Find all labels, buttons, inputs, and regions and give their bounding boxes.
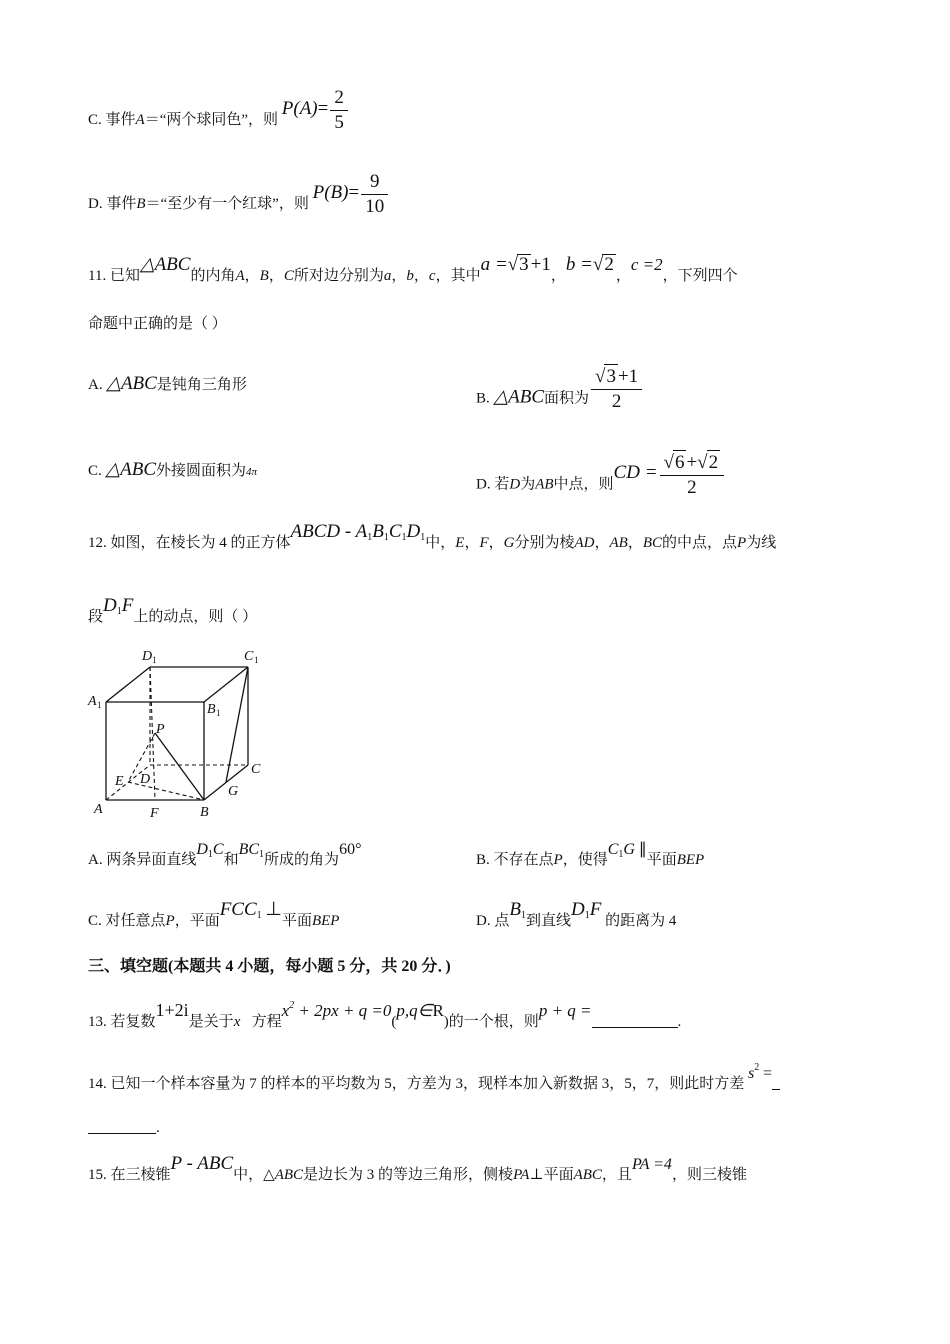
q10-d-fraction: $\frac{9}{10}$ (361, 170, 388, 219)
label-g: G (228, 784, 239, 799)
q11-b-fraction: $\frac{√3 +1}{2}$ (591, 364, 642, 414)
q12-segment: $D_1F$ (103, 595, 134, 617)
q10-d-lhs: P(B) (312, 181, 349, 203)
q14-answer-blank[interactable] (88, 1119, 156, 1134)
label-c: C (251, 762, 261, 777)
q11-option-c: C. △ABC外接圆面积为4π (88, 459, 258, 480)
q12-option-a: A. 两条异面直线$D_1C$和$BC_1$所成的角为60° (88, 841, 362, 868)
q12-cube-name: ABCD - $A_1B_1C_1D_1$ (290, 521, 426, 543)
q12-stem-line2: 段$D_1F$上的动点，则（ ） (88, 595, 258, 625)
q10-c-lhs: P(A) (281, 97, 318, 119)
q11-stem-line2: 命题中正确的是（ ） (88, 316, 227, 332)
label-f: F (150, 806, 159, 821)
q11-stem: 11. 已知△ABC的内角A，B，C所对边分别为a，b，c，其中a =√3 +1，b =√2，c =2，下列四个 (88, 254, 738, 284)
label-a: A (94, 802, 103, 817)
q10-option-d: D. 事件B＝“至少有一个红球”，则 P(B)= $\frac{9}{10}$ (88, 180, 390, 229)
q11-option-b: B. △ABC面积为 $\frac{√3 +1}{2}$ (476, 374, 644, 424)
label-c1: C (244, 649, 254, 664)
q12-stem: 12. 如图，在棱长为 4 的正方体ABCD - $A_1B_1C_1D_1$中，E，F，G分别为棱AD，AB，BC的中点，点P为线 (88, 521, 777, 551)
q11-option-d: D. 若D为AB中点，则CD = $\frac{√6 +√2}{2}$ (476, 460, 726, 510)
label-a1: A (88, 694, 97, 709)
cube-figure (84, 645, 274, 823)
label-d: D (140, 772, 151, 787)
q15-stem: 15. 在三棱锥P - ABC中，△ABC是边长为 3 的等边三角形，侧棱PA⊥平面ABC，且PA =4，则三棱锥 (88, 1153, 747, 1183)
svg-text:1: 1 (152, 655, 157, 665)
svg-text:1: 1 (254, 655, 259, 665)
edge-bc (204, 765, 248, 800)
q11-triangle: △ABC (139, 254, 191, 275)
edge-b1c1 (204, 667, 248, 702)
label-d1: D (142, 649, 153, 664)
q14-answer-line: . (88, 1118, 160, 1138)
q12-option-d: D. 点$B_1$到直线$D_1F$ 的距离为 4 (476, 899, 677, 929)
q11-b-value: b =√2 (565, 254, 614, 275)
section-3-heading: 三、填空题(本题共 4 小题，每小题 5 分，共 20 分．) (88, 958, 451, 975)
q13-equation: $x^2 + 2px + q =0$ (281, 1000, 392, 1020)
q12-option-c: C. 对任意点P，平面$FCC_1$ ⊥平面BEP (88, 899, 340, 929)
edge-a1d1 (106, 667, 150, 702)
svg-text:1: 1 (216, 708, 221, 718)
q11-d-fraction: $\frac{√6 +√2}{2}$ (660, 450, 725, 500)
q14-stem: 14. 已知一个样本容量为 7 的样本的平均数为 5，方差为 3，现样本加入新数据 3，5，7，则此时方差 $s^2$ = (88, 1068, 780, 1094)
q13-stem: 13. 若复数1+2i是关于x 方程$x^2 + 2px + q$ =0(p,q∈R)的一个根，则p + q =. (88, 1006, 681, 1032)
q11-c-value: c =2 (630, 255, 663, 274)
q13-answer-blank[interactable] (592, 1013, 678, 1028)
q11-option-a: A. △ABC是钝角三角形 (88, 373, 247, 394)
label-b: B (200, 805, 209, 820)
q10-c-fraction: $\frac{2}{5}$ (330, 86, 348, 135)
q11-a-value: a =√3 +1 (480, 254, 551, 275)
label-b1: B (207, 702, 216, 717)
label-p: P (156, 722, 165, 737)
q10-option-c: C. 事件A＝“两个球同色”，则 P(A)= $\frac{2}{5}$ (88, 96, 350, 145)
svg-text:1: 1 (97, 700, 102, 710)
q12-option-b: B. 不存在点P，使得$C_1G$ ∥平面BEP (476, 841, 705, 868)
label-e: E (115, 774, 124, 789)
